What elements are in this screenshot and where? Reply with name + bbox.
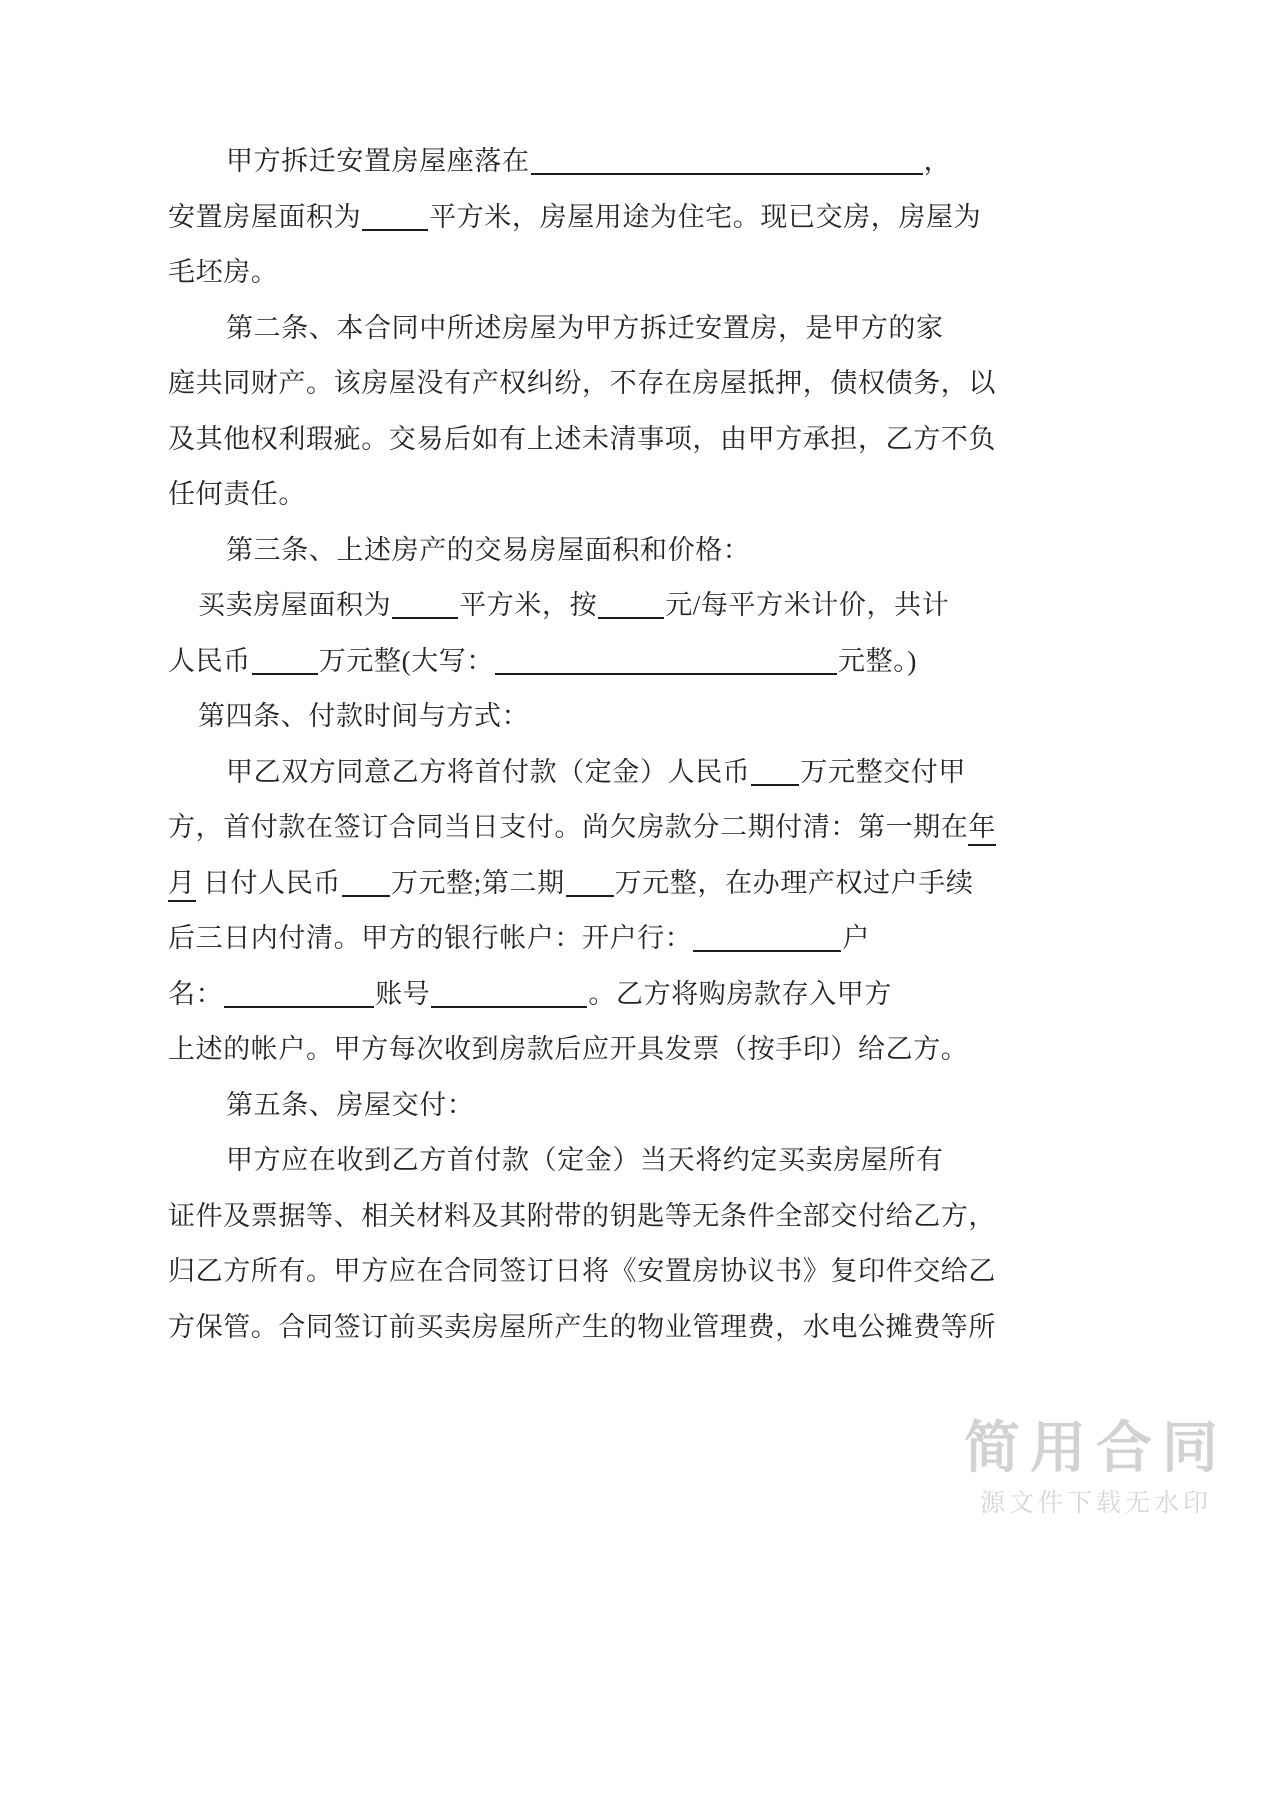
fill-in-blank[interactable] [431, 980, 587, 1008]
watermark-brand: 简用合同 [964, 1416, 1228, 1479]
contract-text: ， [923, 146, 952, 176]
contract-text: 安置房屋面积为 [168, 201, 362, 232]
contract-text: 后三日内付清。甲方的银行帐户：开户行： [168, 923, 693, 953]
contract-line [168, 1189, 996, 1245]
contract-text: 上述的帐户。甲方每次收到房款后应开具发票（按手印）给乙方。 [168, 1034, 969, 1064]
contract-line [168, 301, 954, 357]
watermark [964, 1416, 1228, 1520]
contract-line [168, 911, 954, 967]
contract-line [168, 856, 974, 912]
fill-in-blank[interactable] [252, 647, 318, 675]
contract-line [168, 1022, 969, 1078]
contract-line [168, 467, 954, 523]
underlined-char[interactable]: 年 [968, 812, 996, 846]
contract-text: 第五条、房屋交付： [226, 1089, 475, 1120]
fill-in-blank[interactable] [224, 980, 374, 1008]
contract-line [168, 634, 954, 690]
fill-in-blank[interactable] [342, 869, 390, 897]
contract-text: 第三条、上述房产的交易房屋面积和价格： [226, 534, 751, 565]
contract-text: 毛坯房。 [168, 257, 279, 287]
fill-in-blank[interactable] [362, 203, 428, 231]
contract-text: 任何责任。 [168, 479, 306, 509]
contract-text: 买卖房屋面积为 [198, 590, 392, 620]
contract-line [168, 689, 954, 745]
contract-text: 第二条、本合同中所述房屋为甲方拆迁安置房，是甲方的家 [226, 312, 944, 343]
contract-text: 第四条、付款时间与方式： [198, 701, 530, 731]
contract-line [168, 190, 982, 246]
contract-text: 元整。) [838, 645, 917, 676]
contract-text: 甲乙双方同意乙方将首付款（定金）人民币 [226, 756, 751, 787]
contract-text: 方保管。合同签订前买卖房屋所产生的物业管理费，水电公摊费等所 [168, 1311, 996, 1342]
contract-text: 证件及票据等、相关材料及其附带的钥匙等无条件全部交付给乙方， [168, 1200, 996, 1231]
contract-line [168, 1133, 954, 1189]
contract-text: 日付人民币 [195, 867, 341, 898]
fill-in-blank[interactable] [566, 869, 614, 897]
contract-text: 。乙方将购房款存入甲方 [588, 978, 893, 1009]
contract-text: 方，首付款在签订合同当日支付。尚欠房款分二期付清：第一期在 [168, 812, 969, 842]
contract-body [168, 134, 997, 1355]
contract-text: 平方米，房屋用途为住宅。现已交房，房屋为 [429, 201, 982, 232]
fill-in-blank[interactable] [495, 647, 837, 675]
contract-text: 甲方应在收到乙方首付款（定金）当天将约定买卖房屋所有 [226, 1145, 944, 1175]
contract-text: 及其他权利瑕疵。交易后如有上述未清事项，由甲方承担，乙方不负 [168, 423, 996, 454]
contract-text: 平方米，按 [459, 590, 598, 620]
contract-line [168, 356, 996, 412]
contract-line [168, 412, 996, 468]
contract-line [168, 1300, 996, 1356]
contract-line [168, 134, 954, 190]
fill-in-blank[interactable] [598, 591, 664, 619]
contract-text: 甲方拆迁安置房屋座落在 [226, 146, 530, 176]
contract-line [168, 1244, 996, 1300]
fill-in-blank[interactable] [751, 758, 799, 786]
fill-in-blank[interactable] [693, 924, 841, 952]
contract-text: 归乙方所有。甲方应在合同签订日将《安置房协议书》复印件交给乙 [168, 1256, 996, 1286]
contract-text: 庭共同财产。该房屋没有产权纠纷，不存在房屋抵押，债权债务，以 [168, 368, 996, 398]
fill-in-blank[interactable] [392, 591, 458, 619]
contract-text: 户 [842, 923, 871, 953]
contract-text: 万元整交付甲 [800, 756, 967, 787]
contract-text: 元/每平方米计价，共计 [665, 590, 950, 620]
contract-line [168, 578, 954, 634]
contract-line [168, 800, 997, 856]
contract-line [168, 523, 954, 579]
contract-text: 名： [168, 978, 224, 1009]
underlined-char[interactable]: 月 [168, 868, 196, 902]
contract-text: 万元整(大写： [318, 645, 495, 676]
contract-line [168, 245, 954, 301]
contract-text: 账号 [375, 978, 431, 1009]
contract-text: 万元整;第二期 [390, 867, 565, 898]
watermark-tagline: 源文件下载无水印 [979, 1489, 1212, 1517]
contract-text: 万元整，在办理产权过户手续 [614, 867, 974, 898]
contract-line [168, 967, 954, 1023]
contract-text: 人民币 [168, 645, 251, 676]
contract-line [168, 1078, 954, 1134]
fill-in-blank[interactable] [531, 147, 923, 175]
contract-line [168, 745, 967, 801]
